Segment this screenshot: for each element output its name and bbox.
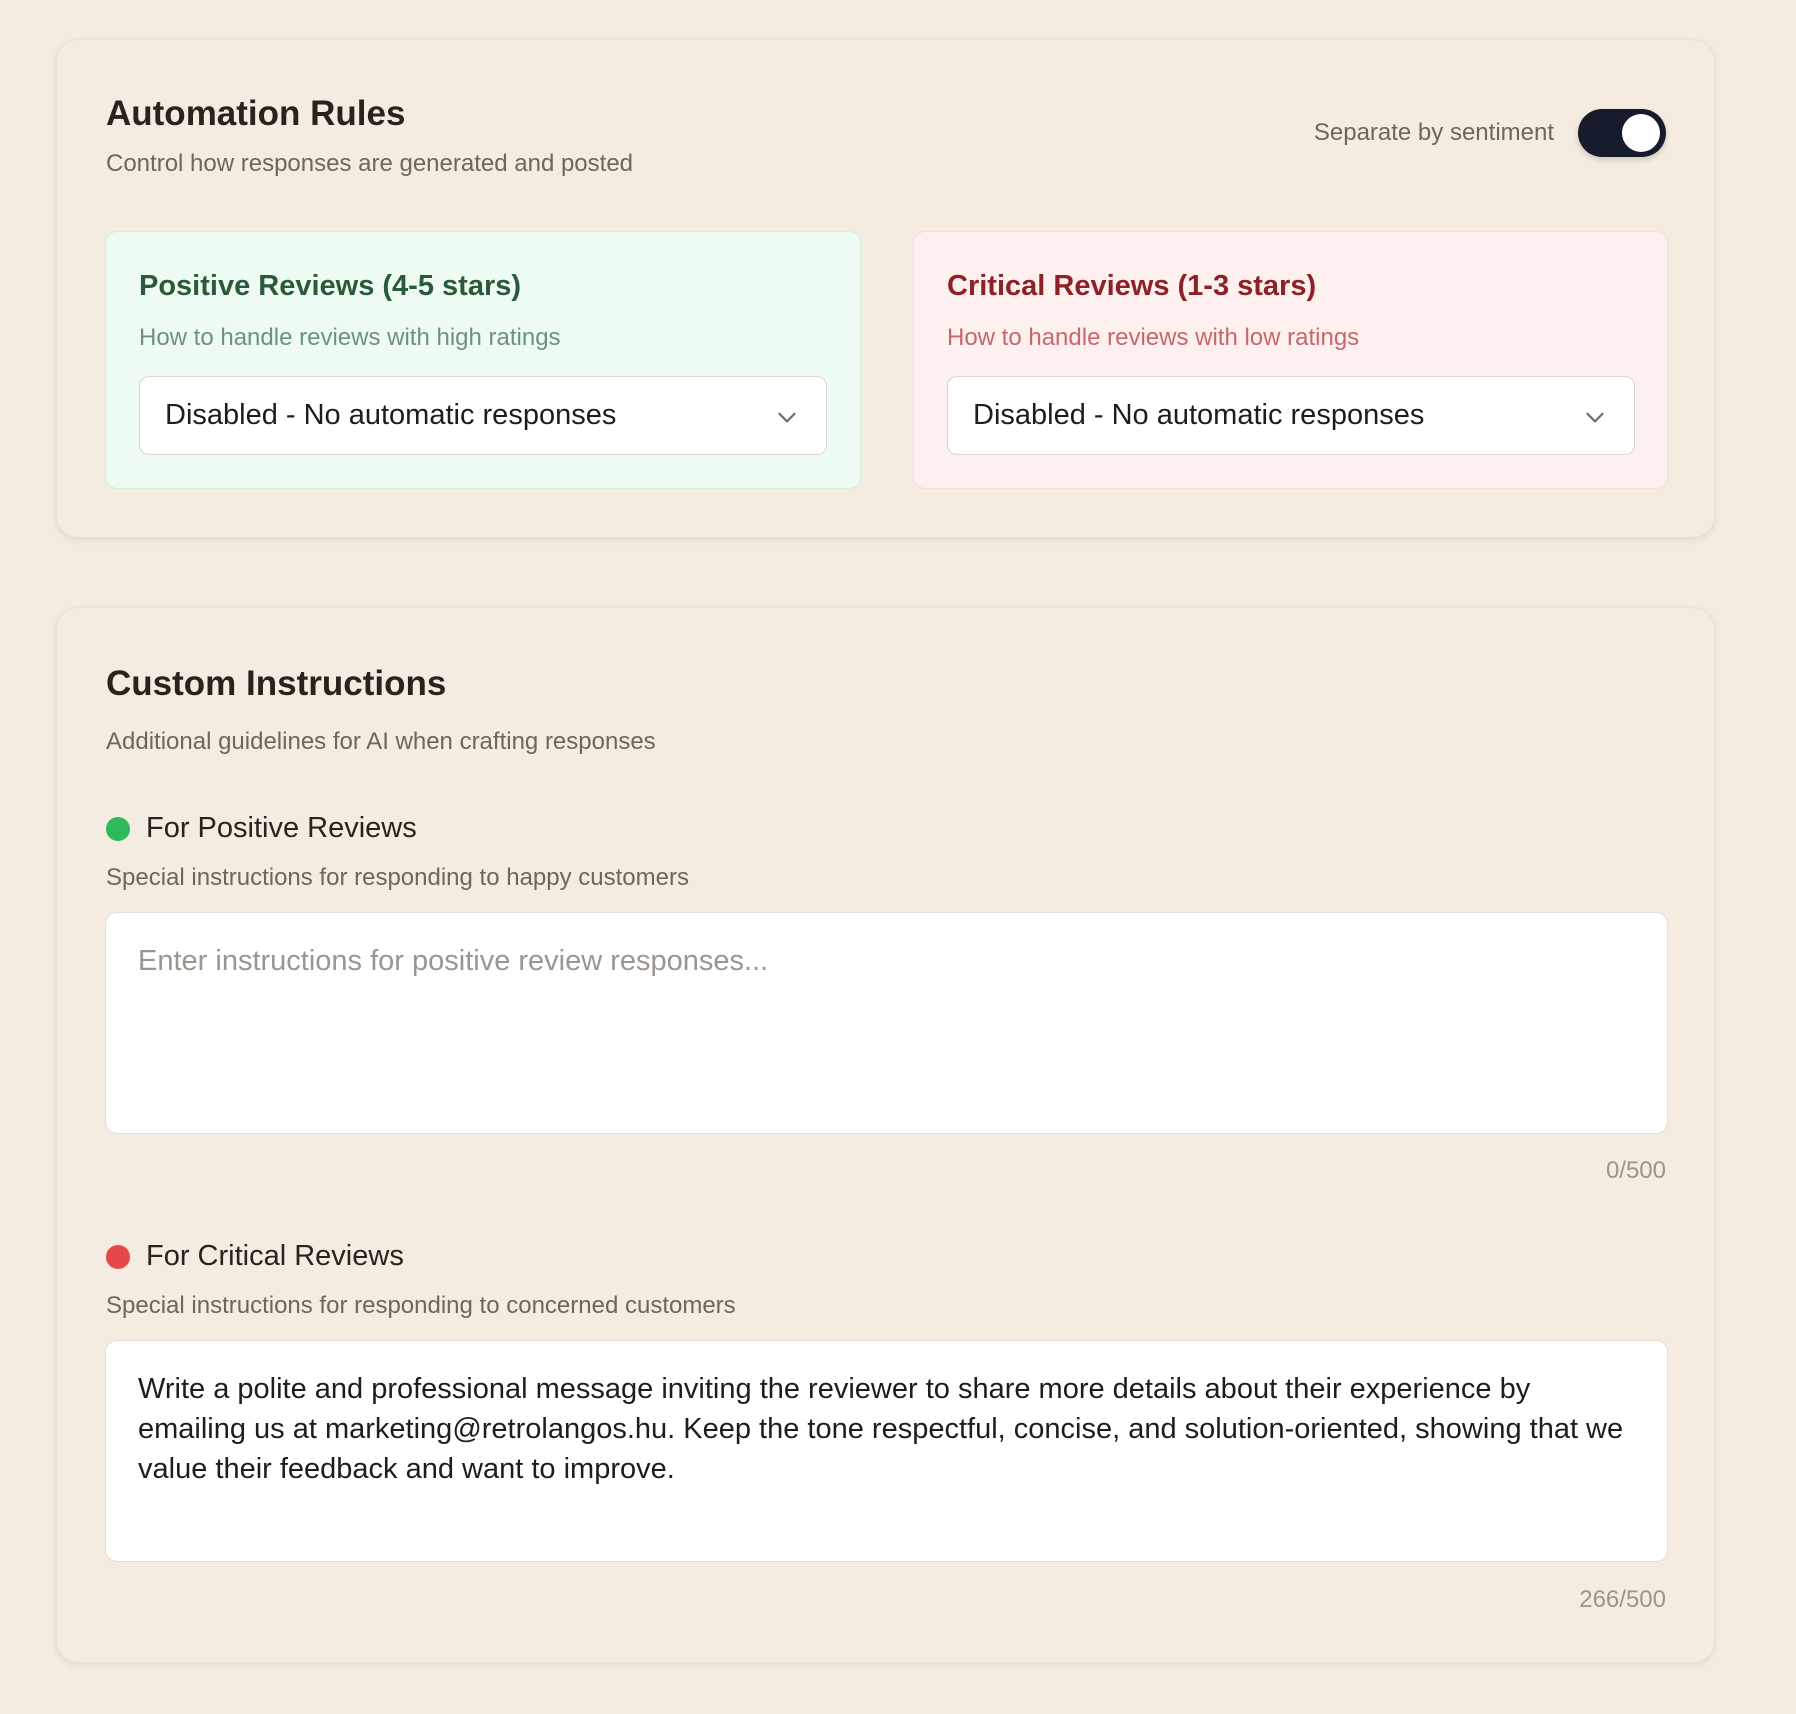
- positive-reviews-subtitle: How to handle reviews with high ratings: [139, 324, 561, 351]
- critical-reviews-subtitle: How to handle reviews with low ratings: [947, 324, 1360, 351]
- critical-select-value: Disabled - No automatic responses: [973, 399, 1425, 431]
- positive-reviews-title: Positive Reviews (4-5 stars): [139, 270, 522, 302]
- positive-response-select[interactable]: [139, 376, 827, 455]
- custom-instructions-card: [56, 607, 1715, 1663]
- toggle-knob: [1622, 114, 1660, 152]
- critical-instructions-textarea[interactable]: [105, 1340, 1668, 1562]
- critical-reviews-title: Critical Reviews (1-3 stars): [947, 270, 1317, 302]
- positive-instructions-textarea[interactable]: [105, 912, 1668, 1134]
- sentiment-toggle-group: [1314, 109, 1666, 157]
- automation-rules-title: Automation Rules: [106, 94, 406, 133]
- chevron-down-icon: [1582, 404, 1608, 430]
- automation-rules-subtitle: Control how responses are generated and posted: [106, 150, 634, 177]
- custom-instructions-subtitle: Additional guidelines for AI when crafting responses: [106, 728, 656, 755]
- positive-char-counter: 0/500: [1605, 1157, 1666, 1184]
- positive-instructions-header: [106, 812, 417, 845]
- green-dot-icon: [106, 817, 130, 841]
- critical-response-select[interactable]: [947, 376, 1635, 455]
- automation-rules-card: [56, 39, 1715, 538]
- critical-instructions-subtitle: Special instructions for responding to concerned customers: [106, 1292, 736, 1319]
- separate-by-sentiment-toggle[interactable]: [1578, 109, 1666, 157]
- custom-instructions-title: Custom Instructions: [106, 664, 447, 703]
- chevron-down-icon: [774, 404, 800, 430]
- positive-select-value: Disabled - No automatic responses: [165, 399, 617, 431]
- critical-instructions-label: For Critical Reviews: [146, 1240, 404, 1272]
- critical-instructions-header: [106, 1240, 404, 1273]
- sentiment-toggle-label: Separate by sentiment: [1313, 119, 1554, 146]
- red-dot-icon: [106, 1245, 130, 1269]
- critical-char-counter: 266/500: [1579, 1586, 1666, 1613]
- critical-reviews-panel: [913, 231, 1668, 489]
- positive-reviews-panel: [105, 231, 861, 489]
- positive-instructions-label: For Positive Reviews: [146, 812, 417, 844]
- positive-instructions-subtitle: Special instructions for responding to happy customers: [106, 864, 689, 891]
